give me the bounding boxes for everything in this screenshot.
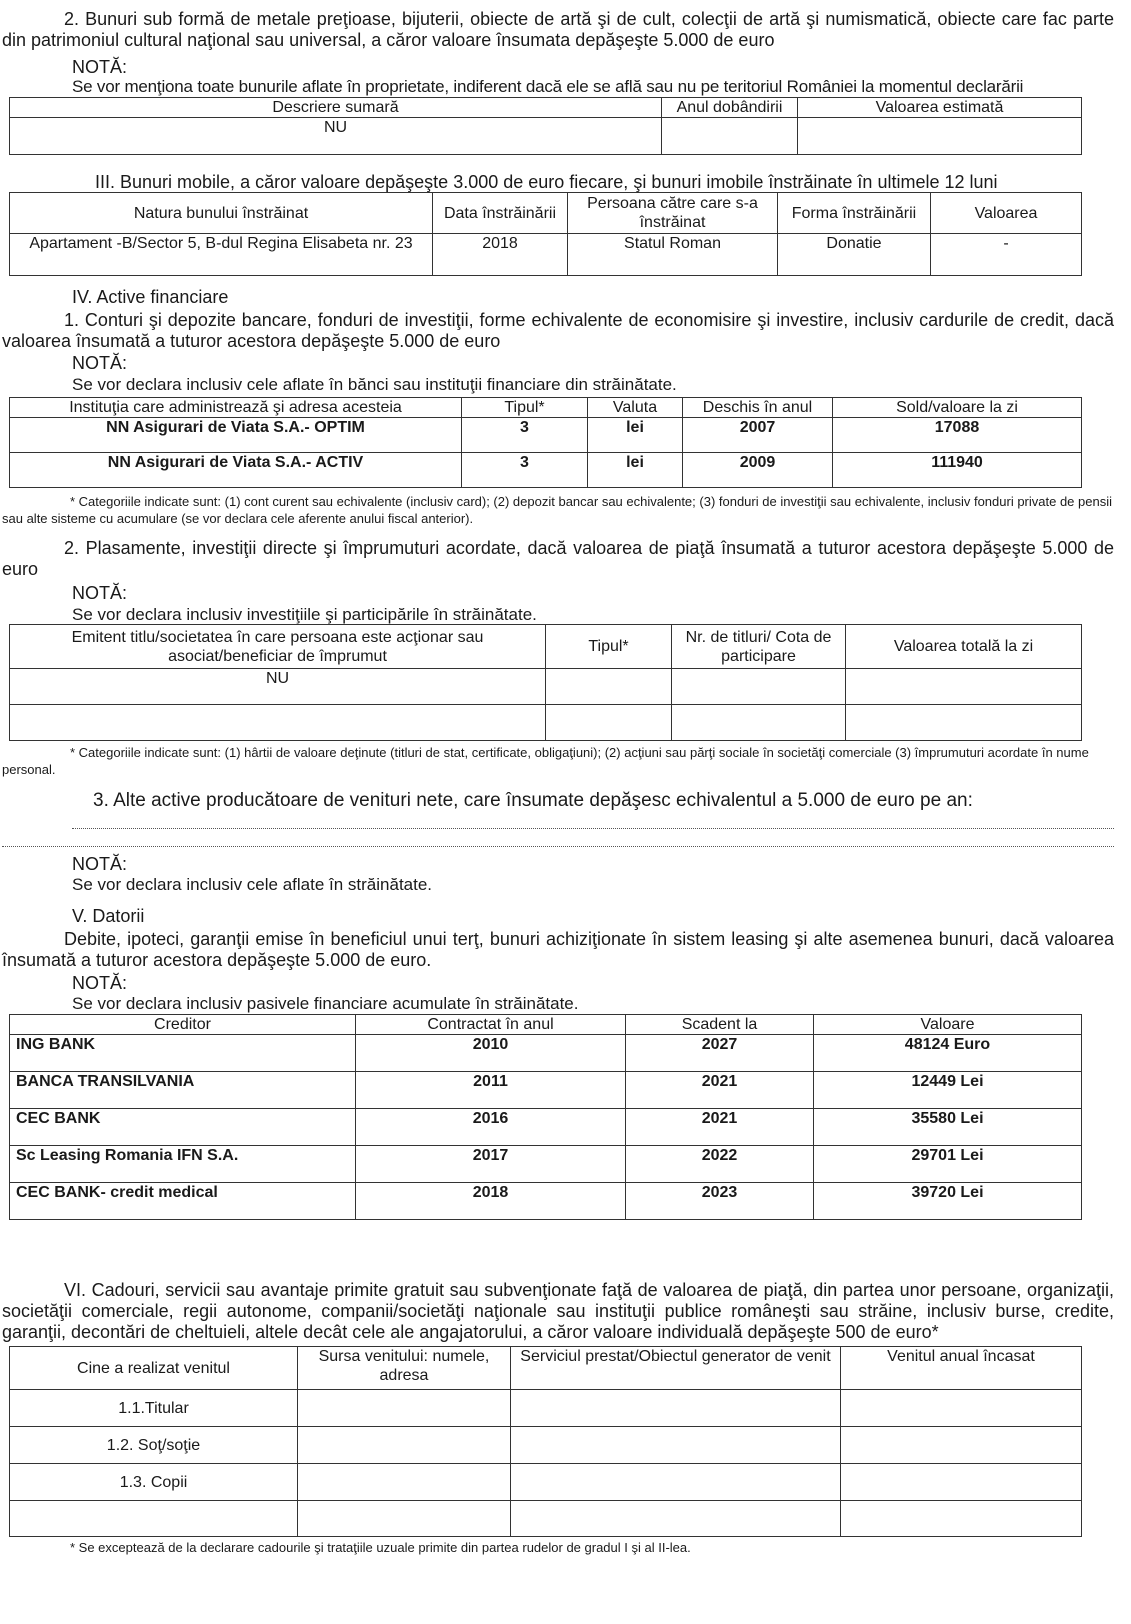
accounts-table bbox=[9, 397, 1082, 488]
section-4-nota-label: NOTĂ: bbox=[72, 353, 128, 373]
table-header: Descriere sumară bbox=[10, 98, 662, 118]
table-header: Scadent la bbox=[626, 1015, 814, 1035]
table-cell: ING BANK bbox=[10, 1035, 356, 1072]
section-2-table bbox=[9, 97, 1082, 155]
section-4-nota2-text: Se vor declara inclusiv investiţiile şi participările în străinătate. bbox=[72, 605, 537, 624]
table-header: Tipul* bbox=[546, 625, 672, 669]
table-header: Data înstrăinării bbox=[433, 193, 568, 234]
table-cell: 29701 Lei bbox=[814, 1146, 1082, 1183]
table-header: Valoarea totală la zi bbox=[846, 625, 1082, 669]
table-cell: lei bbox=[588, 418, 683, 453]
dotted-line bbox=[72, 828, 1114, 829]
table-header: Valuta bbox=[588, 398, 683, 418]
table-row bbox=[10, 1501, 1082, 1537]
table-cell: 39720 Lei bbox=[814, 1183, 1082, 1220]
section-6-paragraph: VI. Cadouri, servicii sau avantaje primite gratuit sau subvenţionate faţă de valoarea de piaţă, din partea unor persoane, organizaţii, societăţii comerciale, regii autonome, companii/societăţi naţionale sau instituţii publice româneşti sau străine, inclusiv burse, credite, garanţii, decontări de cheltuieli, altele decât cele ale angajatorului, a căror valoare individuală depăşeşte 500 de euro* bbox=[2, 1280, 1114, 1342]
table-cell: 2021 bbox=[626, 1072, 814, 1109]
table-row bbox=[10, 669, 1082, 705]
investments-table bbox=[9, 624, 1082, 741]
table-header: Natura bunului înstrăinat bbox=[10, 193, 433, 234]
table-header: Forma înstrăinării bbox=[778, 193, 931, 234]
table-header: Sursa venitului: numele, adresa bbox=[298, 1347, 511, 1390]
table-cell: 35580 Lei bbox=[814, 1109, 1082, 1146]
table-cell: 2018 bbox=[433, 234, 568, 276]
dotted-line bbox=[2, 846, 1114, 847]
gifts-table bbox=[9, 1346, 1082, 1537]
table-row bbox=[10, 1390, 1082, 1427]
table-cell: 2023 bbox=[626, 1183, 814, 1220]
debts-table bbox=[9, 1014, 1082, 1220]
table-cell bbox=[546, 705, 672, 741]
section-4-nota2-label: NOTĂ: bbox=[72, 583, 128, 603]
table-cell bbox=[798, 118, 1082, 155]
table-cell: Statul Roman bbox=[568, 234, 778, 276]
table-header: Valoarea estimată bbox=[798, 98, 1082, 118]
table-cell: 17088 bbox=[833, 418, 1082, 453]
table-cell bbox=[672, 705, 846, 741]
table-cell: 3 bbox=[462, 453, 588, 488]
section-4-p2: 2. Plasamente, investiţii directe şi împrumuturi acordate, dacă valoarea de piaţă însumată a tuturor acestora depăşeşte 5.000 de euro bbox=[2, 538, 1114, 579]
table-header: Instituţia care administrează şi adresa acesteia bbox=[10, 398, 462, 418]
section-5-nota-text: Se vor declara inclusiv pasivele financiare acumulate în străinătate. bbox=[72, 994, 579, 1013]
table-cell: NN Asigurari de Viata S.A.- OPTIM bbox=[10, 418, 462, 453]
table-cell: CEC BANK- credit medical bbox=[10, 1183, 356, 1220]
table-header: Emitent titlu/societatea în care persoana este acţionar sau asociat/beneficiar de împrumut bbox=[10, 625, 546, 669]
table-cell: 2010 bbox=[356, 1035, 626, 1072]
section-4-p3: 3. Alte active producătoare de venituri nete, care însumate depăşesc echivalentul a 5.000 de euro pe an: bbox=[93, 790, 973, 811]
table-cell: 2016 bbox=[356, 1109, 626, 1146]
table-row bbox=[10, 1427, 1082, 1464]
table-header: Cine a realizat venitul bbox=[10, 1347, 298, 1390]
table-cell bbox=[10, 705, 546, 741]
table-header: Anul dobândirii bbox=[662, 98, 798, 118]
table-row bbox=[10, 1146, 1082, 1183]
table-cell: 2027 bbox=[626, 1035, 814, 1072]
table-cell: 1.3. Copii bbox=[10, 1464, 298, 1501]
accounts-footnote: * Categoriile indicate sunt: (1) cont curent sau echivalente (inclusiv card); (2) depozit bancar sau echivalente; (3) fonduri de investiţii sau echivalente, inclusiv fonduri private de pensii sau alte sisteme cu acumulare (se vor declara cele aferente anului fiscal anterior). bbox=[2, 494, 1112, 526]
table-cell: 2011 bbox=[356, 1072, 626, 1109]
section-3-title: III. Bunuri mobile, a căror valoare depăşeşte 3.000 de euro fiecare, şi bunuri imobile înstrăinate în ultimele 12 luni bbox=[95, 172, 998, 192]
table-cell: 48124 Euro bbox=[814, 1035, 1082, 1072]
table-cell bbox=[662, 118, 798, 155]
table-cell: 111940 bbox=[833, 453, 1082, 488]
table-header: Contractat în anul bbox=[356, 1015, 626, 1035]
section-5-nota-label: NOTĂ: bbox=[72, 973, 128, 993]
table-row bbox=[10, 1072, 1082, 1109]
table-header: Persoana către care s-a înstrăinat bbox=[568, 193, 778, 234]
table-cell: 2021 bbox=[626, 1109, 814, 1146]
table-row bbox=[10, 418, 1082, 453]
table-cell: NU bbox=[10, 669, 546, 705]
section-2-nota-text: Se vor menţiona toate bunurile aflate în proprietate, indiferent dacă ele se află sau nu pe teritoriul României la momentul declarării bbox=[72, 77, 1024, 96]
table-cell: CEC BANK bbox=[10, 1109, 356, 1146]
section-4-nota3-label: NOTĂ: bbox=[72, 854, 128, 874]
table-row bbox=[10, 1464, 1082, 1501]
table-cell: NU bbox=[10, 118, 662, 155]
investments-footnote: * Categoriile indicate sunt: (1) hârtii de valoare deţinute (titluri de stat, certificate, obligaţiuni); (2) acţiuni sau părţi sociale în societăţi comerciale (3) împrumuturi acordate în nume personal. bbox=[2, 745, 1089, 777]
table-cell: 1.2. Soţ/soţie bbox=[10, 1427, 298, 1464]
table-row bbox=[10, 705, 1082, 741]
table-cell bbox=[846, 669, 1082, 705]
table-header: Nr. de titluri/ Cota de participare bbox=[672, 625, 846, 669]
table-cell: 12449 Lei bbox=[814, 1072, 1082, 1109]
table-cell: Sc Leasing Romania IFN S.A. bbox=[10, 1146, 356, 1183]
table-row bbox=[10, 1183, 1082, 1220]
table-header: Creditor bbox=[10, 1015, 356, 1035]
table-cell: 1.1.Titular bbox=[10, 1390, 298, 1427]
table-cell: 2022 bbox=[626, 1146, 814, 1183]
section-5-title: V. Datorii bbox=[72, 906, 145, 926]
section-4-title: IV. Active financiare bbox=[72, 287, 229, 307]
section-2-nota-label: NOTĂ: bbox=[72, 57, 128, 77]
table-cell: 2009 bbox=[683, 453, 833, 488]
gifts-footnote: * Se exceptează de la declarare cadourile şi trataţiile uzuale primite din partea rudelor de gradul I şi al II-lea. bbox=[70, 1540, 691, 1555]
table-cell: 2007 bbox=[683, 418, 833, 453]
section-3-table bbox=[9, 192, 1082, 276]
section-4-nota-text: Se vor declara inclusiv cele aflate în bănci sau instituţii financiare din străinătate. bbox=[72, 375, 677, 394]
section-2-paragraph: 2. Bunuri sub formă de metale preţioase, bijuterii, obiecte de artă şi de cult, colecţii de artă şi numismatică, obiecte care fac parte din patrimoniul cultural naţional sau universal, a căror valoare însumata depăşeşte 5.000 de euro bbox=[2, 9, 1114, 50]
table-cell: NN Asigurari de Viata S.A.- ACTIV bbox=[10, 453, 462, 488]
table-header: Valoarea bbox=[931, 193, 1082, 234]
section-4-nota3-text: Se vor declara inclusiv cele aflate în străinătate. bbox=[72, 875, 433, 894]
table-cell: - bbox=[931, 234, 1082, 276]
table-cell: 3 bbox=[462, 418, 588, 453]
table-cell bbox=[672, 669, 846, 705]
table-header: Valoare bbox=[814, 1015, 1082, 1035]
table-cell: 2017 bbox=[356, 1146, 626, 1183]
table-cell: 2018 bbox=[356, 1183, 626, 1220]
table-cell: BANCA TRANSILVANIA bbox=[10, 1072, 356, 1109]
table-row bbox=[10, 1109, 1082, 1146]
table-header: Venitul anual încasat bbox=[841, 1347, 1082, 1390]
section-5-paragraph: Debite, ipoteci, garanţii emise în beneficiul unui terţ, bunuri achiziţionate în sistem leasing şi alte asemenea bunuri, dacă valoarea însumată a tuturor acestora depăşeşte 5.000 de euro. bbox=[2, 929, 1114, 970]
section-4-p1: 1. Conturi şi depozite bancare, fonduri de investiţii, forme echivalente de economisire şi investire, inclusiv cardurile de credit, dacă valoarea însumată a tuturor acestora depăşeşte 5.000 de euro bbox=[2, 310, 1114, 351]
table-cell bbox=[846, 705, 1082, 741]
table-cell: lei bbox=[588, 453, 683, 488]
table-row bbox=[10, 1035, 1082, 1072]
table-cell bbox=[546, 669, 672, 705]
table-header: Deschis în anul bbox=[683, 398, 833, 418]
table-cell: Apartament -B/Sector 5, B-dul Regina Elisabeta nr. 23 bbox=[10, 234, 433, 276]
table-cell: Donatie bbox=[778, 234, 931, 276]
table-row bbox=[10, 453, 1082, 488]
table-cell bbox=[10, 1501, 298, 1537]
table-header: Tipul* bbox=[462, 398, 588, 418]
table-header: Sold/valoare la zi bbox=[833, 398, 1082, 418]
table-header: Serviciul prestat/Obiectul generator de venit bbox=[511, 1347, 841, 1390]
